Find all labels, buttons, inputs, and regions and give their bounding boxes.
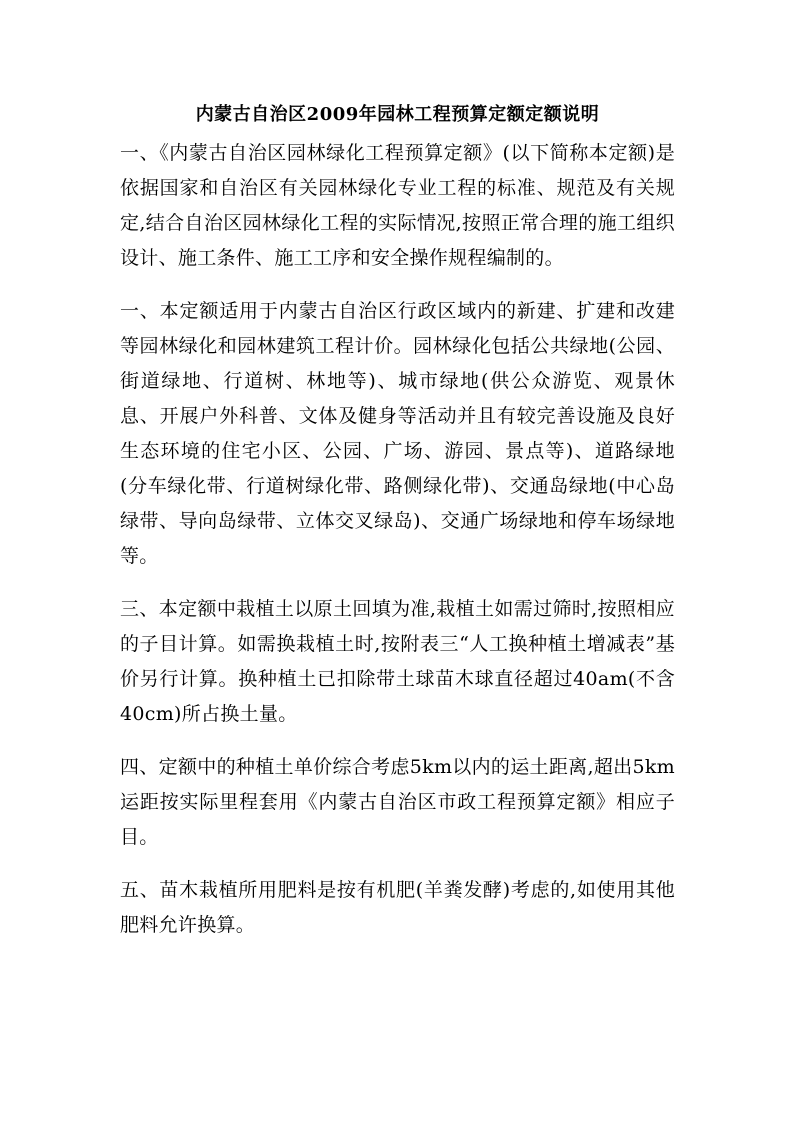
paragraph-fertilizer: 五、苗木栽植所用肥料是按有机肥(羊粪发酵)考虑的,如使用其他肥料允许换算。 [120,879,675,936]
paragraph-applicability: 一、本定额适用于内蒙古自治区行政区域内的新建、扩建和改建等园林绿化和园林建筑工程计价。园林绿化包括公共绿地(公园、街道绿地、行道树、林地等)、城市绿地(供公众游览、观景休息、开展户外科普、文体及健身等活动并且有较完善设施及良好生态环境的住宅小区、公园、广场、游园、景点等)、道路绿地(分车绿化带、行道树绿化带、路侧绿化带)、交通岛绿地(中心岛绿带、导向岛绿带、立体交叉绿岛)、交通广场绿地和停车场绿地等。 [120,300,675,567]
paragraph-scope-basis: 一、《内蒙古自治区园林绿化工程预算定额》(以下简称本定额)是依据国家和自治区有关园林绿化专业工程的标准、规范及有关规定,结合自治区园林绿化工程的实际情况,按照正常合理的施工组织设计、施工条件、施工工序和安全操作规程编制的。 [120,142,675,269]
document-title: 内蒙古自治区2009年园林工程预算定额定额说明 [195,104,600,125]
paragraph-planting-soil: 三、本定额中栽植土以原土回填为准,栽植土如需过筛时,按照相应的子目计算。如需换栽植土时,按附表三“人工换种植土增减表”基价另行计算。换种植土已扣除带土球苗木球直径超过40am(不含40cm)所占换土量。 [120,598,675,725]
paragraph-soil-transport: 四、定额中的种植土单价综合考虑5km以内的运土距离,超出5km运距按实际里程套用《内蒙古自治区市政工程预算定额》相应子目。 [120,756,675,848]
document-page [120,100,675,961]
